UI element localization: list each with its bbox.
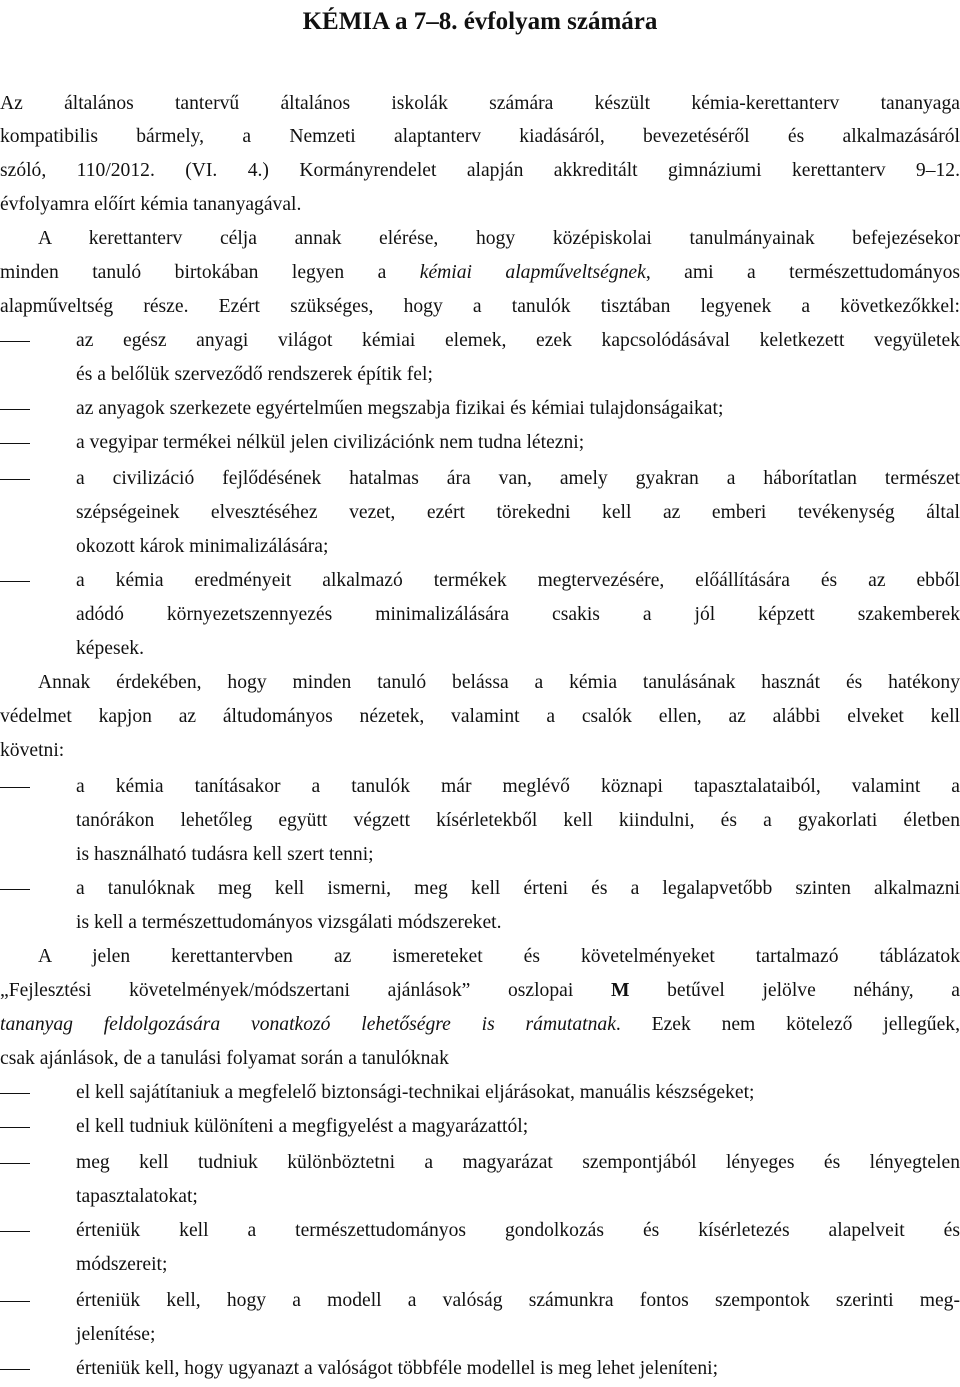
list3-item2-line1: el kell tudniuk különíteni a megfigyelést a magyarázattól; bbox=[76, 1116, 529, 1137]
dash-bullet bbox=[0, 324, 54, 358]
bold-m-marker: M bbox=[610, 980, 630, 1001]
dash-bullet bbox=[0, 872, 54, 906]
list3-item4-line2: módszereit; bbox=[76, 1254, 168, 1275]
paragraph-1-line-1: Az általános tantervű általános iskolák számára készült kémia-kerettanterv tananyaga bbox=[0, 93, 960, 114]
paragraph-4-line-1: A jelen kerettantervben az ismereteket és követelményeket tartalmazó táblázatok bbox=[38, 946, 960, 967]
dash-bullet bbox=[0, 1214, 54, 1248]
emphasis-kemiai-alapmuveltseg: kémiai alapműveltségnek bbox=[419, 262, 646, 283]
emphasis-tananyag: tananyag feldolgozására vonatkozó lehetőségre is rámutatnak bbox=[0, 1014, 616, 1035]
list3-item6-line1: érteniük kell, hogy ugyanazt a valóságot többféle modellel is meg lehet jeleníteni; bbox=[76, 1358, 719, 1379]
paragraph-2-line-2: minden tanuló birtokában legyen a kémiai alapműveltségnek, ami a természettudományos bbox=[0, 262, 960, 283]
paragraph-3-line-1: Annak érdekében, hogy minden tanuló belássa a kémia tanulásának hasznát és hatékony bbox=[38, 672, 960, 693]
list1-item1-line2: és a belőlük szerveződő rendszerek építik fel; bbox=[76, 364, 433, 385]
paragraph-1-line-2: kompatibilis bármely, a Nemzeti alaptanterv kiadásáról, bevezetéséről és alkalmazásáról bbox=[0, 126, 960, 147]
dash-bullet bbox=[0, 462, 54, 496]
paragraph-3-line-2: védelmet kapjon az áltudományos nézetek, valamint a csalók ellen, az alábbi elveket kell bbox=[0, 706, 960, 727]
list3-item3-line1: meg kell tudniuk különböztetni a magyarázat szempontjából lényeges és lényegtelen bbox=[76, 1152, 960, 1173]
dash-bullet bbox=[0, 426, 54, 460]
dash-bullet bbox=[0, 1110, 54, 1144]
paragraph-4-line-4: csak ajánlások, de a tanulási folyamat során a tanulóknak bbox=[0, 1048, 449, 1069]
list3-item5-line2: jelenítése; bbox=[76, 1324, 156, 1345]
dash-bullet bbox=[0, 770, 54, 804]
list1-item2-line1: az anyagok szerkezete egyértelműen megszabja fizikai és kémiai tulajdonságaikat; bbox=[76, 398, 724, 419]
dash-bullet bbox=[0, 1146, 54, 1180]
list2-item1-line1: a kémia tanításakor a tanulók már meglévő köznapi tapasztalataiból, valamint a bbox=[76, 776, 960, 797]
list2-item1-line3: is használható tudásra kell szert tenni; bbox=[76, 844, 374, 865]
page-title: KÉMIA a 7–8. évfolyam számára bbox=[302, 8, 658, 35]
paragraph-3-line-3: követni: bbox=[0, 740, 65, 761]
paragraph-4-line-2: „Fejlesztési követelmények/módszertani ajánlások” oszlopai M betűvel jelölve néhány, a bbox=[0, 980, 960, 1001]
list3-item4-line1: érteniük kell a természettudományos gondolkozás és kísérletezés alapelveit és bbox=[76, 1220, 960, 1241]
list3-item1-line1: el kell sajátítaniuk a megfelelő biztonsági-technikai eljárásokat, manuális készségeket; bbox=[76, 1082, 755, 1103]
list1-item5-line1: a kémia eredményeit alkalmazó termékek megtervezésére, előállítására és az ebből bbox=[76, 570, 960, 591]
list1-item5-line2: adódó környezetszennyezés minimalizálására csakis a jól képzett szakemberek bbox=[76, 604, 960, 625]
dash-bullet bbox=[0, 1076, 54, 1110]
list2-item2-line2: is kell a természettudományos vizsgálati módszereket. bbox=[76, 912, 502, 933]
paragraph-1-line-4: évfolyamra előírt kémia tananyagával. bbox=[0, 194, 302, 215]
paragraph-2-line-1: A kerettanterv célja annak elérése, hogy középiskolai tanulmányainak befejezésekor bbox=[38, 228, 960, 249]
list1-item4-line1: a civilizáció fejlődésének hatalmas ára van, amely gyakran a háborítatlan természet bbox=[76, 468, 960, 489]
dash-bullet bbox=[0, 1284, 54, 1318]
dash-bullet bbox=[0, 392, 54, 426]
paragraph-2-line-3: alapműveltség része. Ezért szükséges, hogy a tanulók tisztában legyenek a következőkkel: bbox=[0, 296, 960, 317]
list3-item5-line1: érteniük kell, hogy a modell a valóság számunkra fontos szempontok szerinti meg- bbox=[76, 1290, 960, 1311]
paragraph-4-line-3: tananyag feldolgozására vonatkozó lehetőségre is rámutatnak. Ezek nem kötelező jellegűek, bbox=[0, 1014, 960, 1035]
list1-item1-line1: az egész anyagi világot kémiai elemek, ezek kapcsolódásával keletkezett vegyületek bbox=[76, 330, 960, 351]
list2-item2-line1: a tanulóknak meg kell ismerni, meg kell érteni és a legalapvetőbb szinten alkalmazni bbox=[76, 878, 960, 899]
list1-item4-line2: szépségeinek elvesztéséhez vezet, ezért törekedni kell az emberi tevékenység által bbox=[76, 502, 960, 523]
list2-item1-line2: tanórákon lehetőleg együtt végzett kísérletekből kell kiindulni, és a gyakorlati életben bbox=[76, 810, 960, 831]
list1-item4-line3: okozott károk minimalizálására; bbox=[76, 536, 329, 557]
list3-item3-line2: tapasztalatokat; bbox=[76, 1186, 198, 1207]
list1-item3-line1: a vegyipar termékei nélkül jelen civilizációnk nem tudna létezni; bbox=[76, 432, 585, 453]
dash-bullet bbox=[0, 1352, 54, 1386]
list1-item5-line3: képesek. bbox=[76, 638, 145, 659]
dash-bullet bbox=[0, 564, 54, 598]
paragraph-1-line-3: szóló, 110/2012. (VI. 4.) Kormányrendelet alapján akkreditált gimnáziumi kerettanterv 9–12. bbox=[0, 160, 960, 181]
